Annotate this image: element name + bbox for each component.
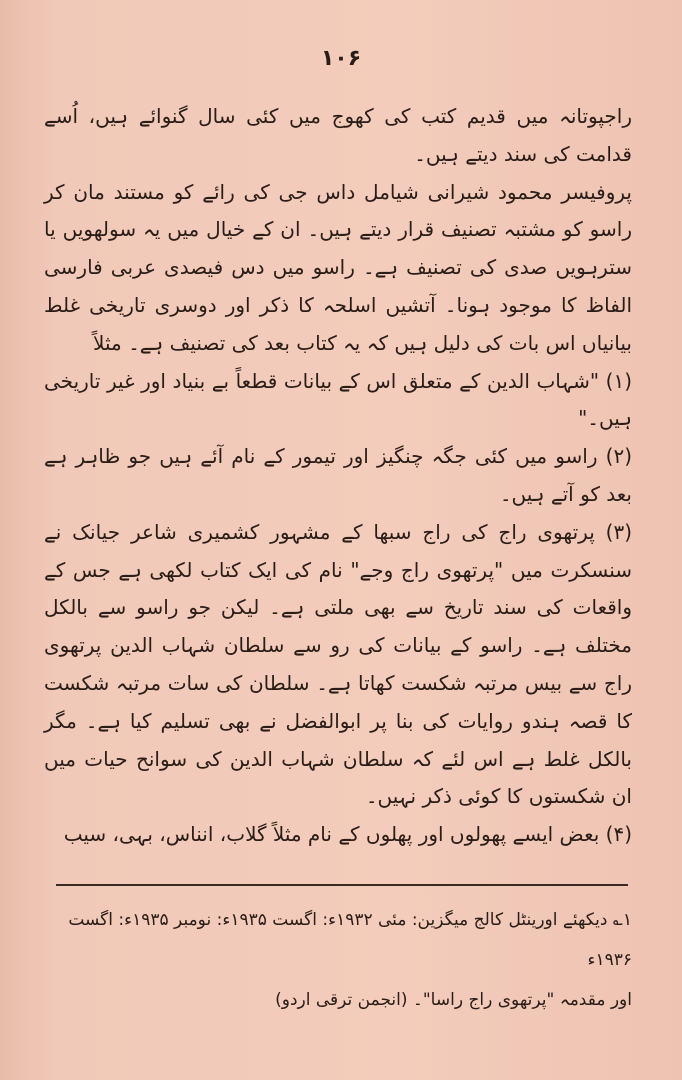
list-item-2: (۲) راسو میں کئی جگہ چنگیز اور تیمور کے نام آئے ہیں جو ظاہر ہے بعد کو آتے ہیں۔ [44, 444, 632, 506]
list-item-4: (۴) بعض ایسے پھولوں اور پھلوں کے نام مثلاً گلاب، انناس، بہی، سیب [63, 822, 632, 847]
paragraph-2: پروفیسر محمود شیرانی شیامل داس جی کی رائے کو مستند مان کر راسو کو مشتبہ تصنیف قرار دیتے ہیں۔ ان کے خیال میں یہ سولھویں یا سترہویں صدی کی تصنیف ہے۔ راسو میں دس فیصدی عربی فارسی الفاظ کا موجود ہونا۔ آتشیں اسلحہ کا ذکر اور دوسری تاریخی غلط بیانیاں اس بات کی دلیل ہیں کہ یہ کتاب بعد کی تصنیف ہے۔ مثلاً [44, 179, 632, 355]
list-item-3: (۳) پرتھوی راج کی راج سبھا کے مشہور کشمیری شاعر جیانک نے سنسکرت میں "پرتھوی راج وجے" نام کی ایک کتاب لکھی ہے جس کے واقعات کی سند تاریخ سے بھی ملتی ہے۔ لیکن جو راسو سے بالکل مختلف ہے۔ راسو کے بیانات کی رو سے سلطان شہاب الدین پرتھوی راج سے بیس مرتبہ شکست کھاتا ہے۔ سلطان کی سات مرتبہ شکست کا قصہ ہندو روایات کی بنا پر ابوالفضل نے بھی تسلیم کیا ہے۔ مگر بالکل غلط ہے اس لئے کہ سلطان شہاب الدین کی سوانح حیات میں ان شکستوں کا کوئی ذکر نہیں۔ [44, 519, 632, 809]
page-number: ۱۰۶ [320, 46, 362, 71]
footnote-line-1: ۱؎ دیکھئے اورینٹل کالج میگزین: مئی ۱۹۳۲ء: اگست ۱۹۳۵ء: نومبر ۱۹۳۵ء: اگست ۱۹۳۶ء [68, 910, 632, 970]
footnote [44, 900, 632, 1020]
body-text [44, 98, 632, 854]
footnote-divider [56, 884, 628, 886]
footnote-line-2: اور مقدمہ "پرتھوی راج راسا"۔ (انجمن ترقی اردو) [275, 990, 632, 1010]
paragraph-1: راجپوتانہ میں قدیم کتب کی کھوج میں کئی سال گنوائے ہیں، اُسے قدامت کی سند دیتے ہیں۔ [44, 104, 632, 166]
list-item-1: (۱) "شہاب الدین کے متعلق اس کے بیانات قطعاً بے بنیاد اور غیر تاریخی ہیں۔" [44, 368, 632, 431]
